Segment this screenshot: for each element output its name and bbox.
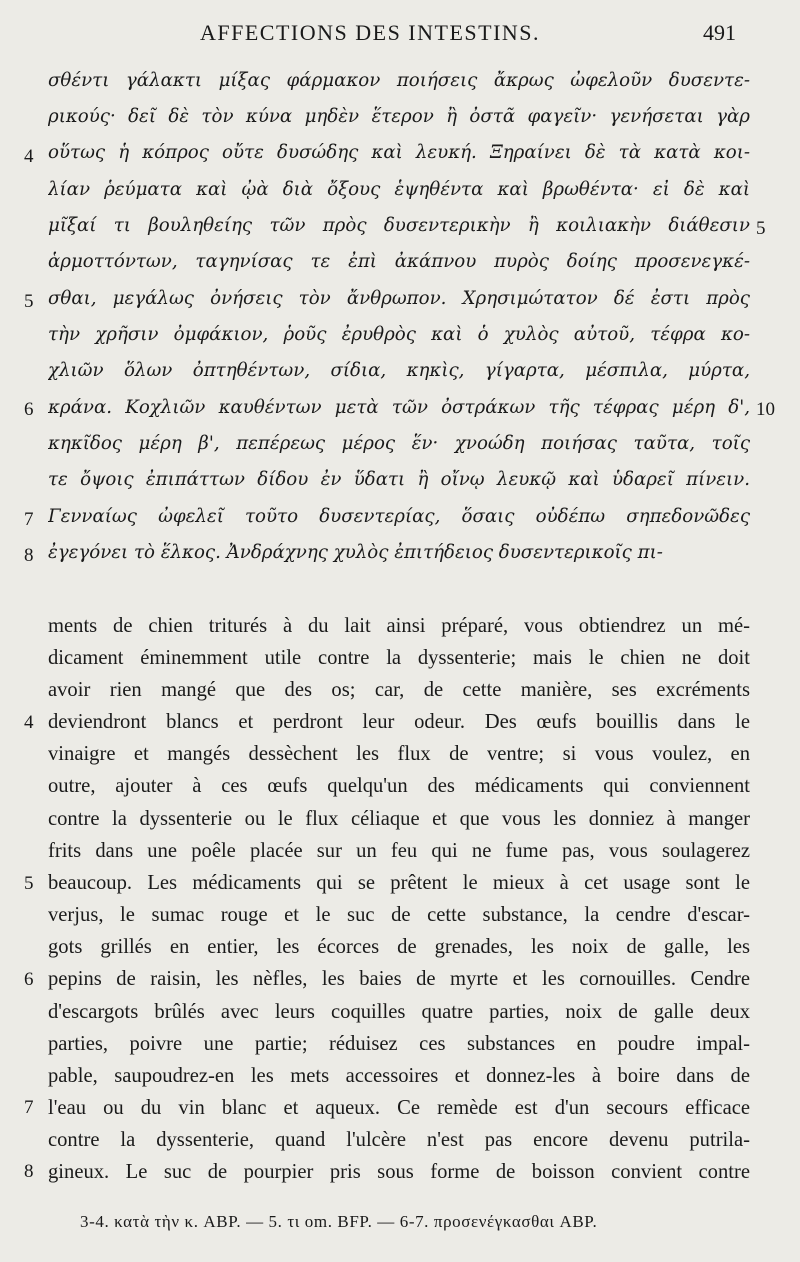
greek-line: κηκῖδος μέρη β', πεπέρεως μέρος ἕν· χνοώδη ποιήσας ταῦτα, τοῖς xyxy=(48,433,750,454)
french-line: vinaigre et mangés dessèchent les flux de ventre; si vous voulez, en xyxy=(48,743,750,765)
greek-line: σθέντι γάλακτι μίξας φάρμακον ποιήσεις ἄκρως ὠφελοῦν δυσεντε- xyxy=(48,70,750,91)
greek-line: ρικούς· δεῖ δὲ τὸν κύνα μηδὲν ἕτερον ἢ ὀστᾶ φαγεῖν· γενήσεται γὰρ xyxy=(48,106,750,127)
french-line: outre, ajouter à ces œufs quelqu'un des médicaments qui conviennent xyxy=(48,775,750,797)
greek-line: Γενναίως ὠφελεῖ τοῦτο δυσεντερίας, ὅσαις οὐδέπω σηπεδονῶδες xyxy=(48,506,750,527)
french-line: l'eau ou du vin blanc et aqueux. Ce remède est d'un secours efficace xyxy=(48,1097,750,1119)
greek-line-number: 6 xyxy=(24,399,34,420)
greek-line-number: 4 xyxy=(24,146,34,167)
french-line: deviendront blancs et perdront leur odeur. Des œufs bouillis dans le xyxy=(48,711,750,733)
french-line: parties, poivre une partie; réduisez ces substances en poudre impal- xyxy=(48,1033,750,1055)
french-line: gineux. Le suc de pourpier pris sous forme de boisson convient contre xyxy=(48,1161,750,1183)
running-header xyxy=(0,20,800,54)
french-line: pepins de raisin, les nèfles, les baies de myrte et les cornouilles. Cendre xyxy=(48,968,750,990)
french-line-number: 4 xyxy=(24,712,34,733)
greek-margin-number: 5 xyxy=(756,218,766,239)
french-line: contre la dyssenterie, quand l'ulcère n'est pas encore devenu putrila- xyxy=(48,1129,750,1151)
running-title: AFFECTIONS DES INTESTINS. xyxy=(200,20,541,45)
french-line: ments de chien triturés à du lait ainsi préparé, vous obtiendrez un mé- xyxy=(48,615,750,637)
greek-line: λίαν ῥεύματα καὶ ᾠὰ διὰ ὄξους ἑψηθέντα καὶ βρωθέντα· εἰ δὲ καὶ xyxy=(48,179,750,200)
french-line-number: 8 xyxy=(24,1161,34,1182)
french-line-number: 6 xyxy=(24,969,34,990)
greek-line: τὴν χρῆσιν ὀμφάκιον, ῥοῦς ἐρυθρὸς καὶ ὁ χυλὸς αὐτοῦ, τέφρα κο- xyxy=(48,324,750,345)
greek-line-number: 8 xyxy=(24,545,34,566)
french-line: gots grillés en entier, les écorces de grenades, les noix de galle, les xyxy=(48,936,750,958)
critical-apparatus-footnote: 3-4. κατὰ τὴν κ. ABP. — 5. τι om. BFP. — 6-7. προσενέγκασθαι ABP. xyxy=(80,1212,598,1231)
french-line: beaucoup. Les médicaments qui se prêtent le mieux à cet usage sont le xyxy=(48,872,750,894)
greek-line: ἐγεγόνει τὸ ἕλκος. Ἀνδράχνης χυλὸς ἐπιτήδειος δυσεντερικοῖς πι- xyxy=(48,542,663,563)
french-line-number: 5 xyxy=(24,873,34,894)
greek-line: μῖξαί τι βουληθείης τῶν πρὸς δυσεντερικὴν ἢ κοιλιακὴν διάθεσιν xyxy=(48,215,750,236)
french-line: frits dans une poêle placée sur un feu qui ne fume pas, vous soulagerez xyxy=(48,840,750,862)
greek-line-number: 5 xyxy=(24,291,34,312)
greek-line: τε ὄψοις ἐπιπάττων δίδου ἐν ὕδατι ἢ οἴνῳ λευκῷ καὶ ὑδαρεῖ πίνειν. xyxy=(48,469,750,490)
greek-line-number: 7 xyxy=(24,509,34,530)
french-line: pable, saupoudrez-en les mets accessoires et donnez-les à boire dans de xyxy=(48,1065,750,1087)
greek-line: σθαι, μεγάλως ὀνήσεις τὸν ἄνθρωπον. Χρησιμώτατον δέ ἐστι πρὸς xyxy=(48,288,750,309)
greek-line: χλιῶν ὅλων ὀπτηθέντων, σίδια, κηκὶς, γίγαρτα, μέσπιλα, μύρτα, xyxy=(48,360,750,381)
french-line: contre la dyssenterie ou le flux céliaque et que vous les donniez à manger xyxy=(48,808,750,830)
french-line: verjus, le sumac rouge et le suc de cette substance, la cendre d'escar- xyxy=(48,904,750,926)
greek-line: ἁρμοττόντων, ταγηνίσας τε ἐπὶ ἀκάπνου πυρὸς δοίης προσενεγκέ- xyxy=(48,251,750,272)
greek-margin-number: 10 xyxy=(756,399,775,420)
french-line-number: 7 xyxy=(24,1097,34,1118)
french-line: dicament éminemment utile contre la dyssenterie; mais le chien ne doit xyxy=(48,647,750,669)
greek-line: κράνα. Κοχλιῶν καυθέντων μετὰ τῶν ὀστράκων τῆς τέφρας μέρη δ', xyxy=(48,397,750,418)
greek-line: οὕτως ἡ κόπρος οὔτε δυσώδης καὶ λευκή. Ξηραίνει δὲ τὰ κατὰ κοι- xyxy=(48,142,750,163)
french-line: d'escargots brûlés avec leurs coquilles quatre parties, noix de galle deux xyxy=(48,1001,750,1023)
page-number: 491 xyxy=(703,20,736,45)
french-line: avoir rien mangé que des os; car, de cette manière, ses excréments xyxy=(48,679,750,701)
